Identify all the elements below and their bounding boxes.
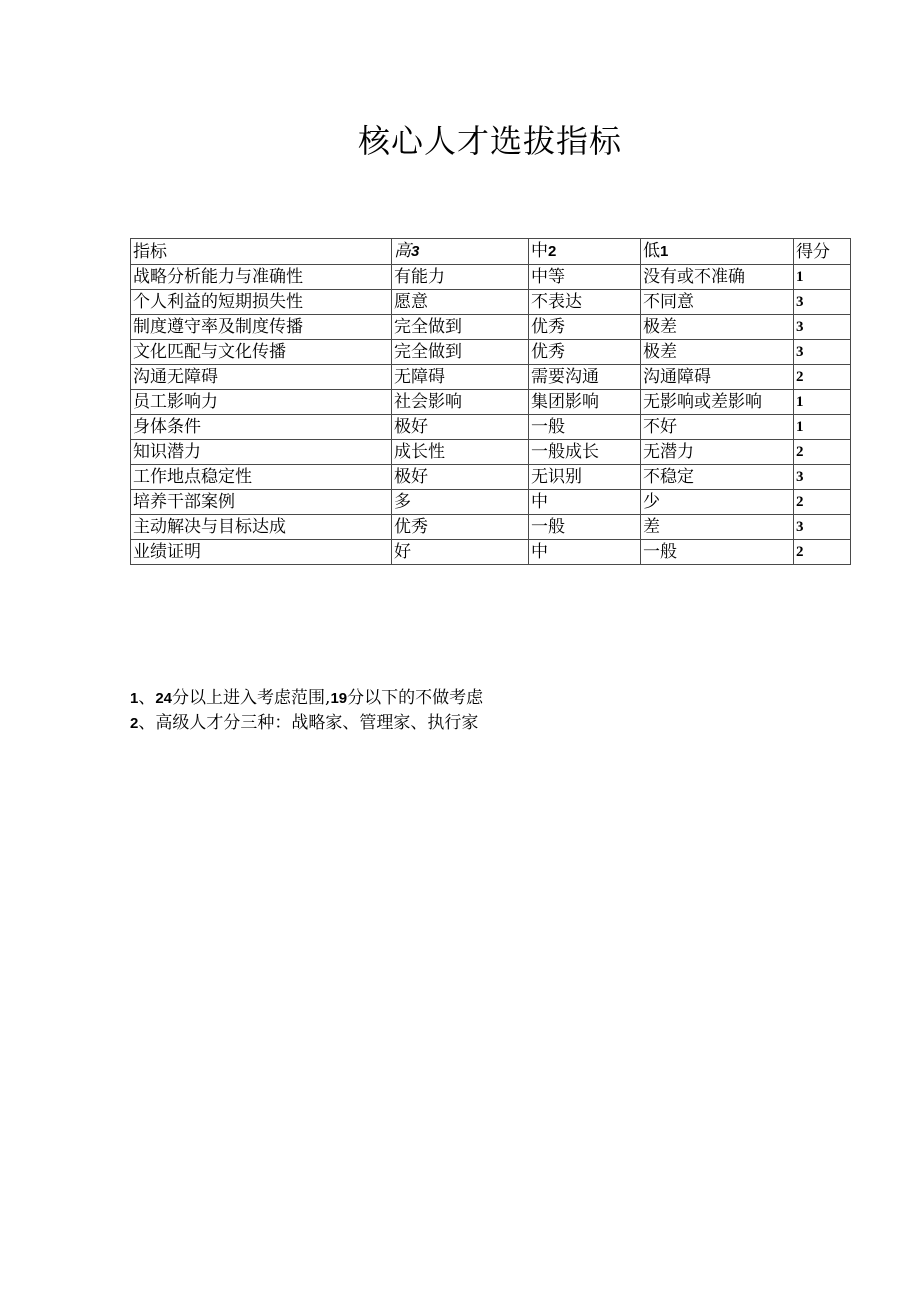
cell-indicator: 沟通无障碍 [131,365,392,390]
cell-score: 3 [794,340,851,365]
note-line [130,686,483,711]
table-row [131,290,851,315]
cell-high: 极好 [392,415,529,440]
cell-indicator: 身体条件 [131,415,392,440]
cell-low: 少 [641,490,794,515]
cell-low: 差 [641,515,794,540]
cell-low: 没有或不准确 [641,265,794,290]
cell-indicator: 制度遵守率及制度传播 [131,315,392,340]
cell-high: 愿意 [392,290,529,315]
cell-mid: 一般成长 [529,440,641,465]
cell-mid: 中 [529,540,641,565]
cell-indicator: 知识潜力 [131,440,392,465]
cell-high: 多 [392,490,529,515]
header-score: 得分 [794,239,851,265]
note-separator: 、 [138,713,156,733]
header-low [641,239,794,265]
table-row [131,265,851,290]
cell-high: 极好 [392,465,529,490]
cell-score: 2 [794,540,851,565]
cell-score: 2 [794,490,851,515]
cell-mid: 优秀 [529,315,641,340]
note-threshold-low: 19 [330,690,348,707]
note-line [130,711,483,736]
note-text: 分以下的不做考虑 [347,688,484,708]
cell-score: 3 [794,290,851,315]
cell-score: 2 [794,365,851,390]
cell-low: 无潜力 [641,440,794,465]
cell-mid: 不表达 [529,290,641,315]
header-high-num: 3 [411,243,420,260]
header-low-label: 低 [643,241,660,261]
cell-low: 极差 [641,315,794,340]
cell-score: 1 [794,415,851,440]
cell-mid: 一般 [529,515,641,540]
cell-mid: 需要沟通 [529,365,641,390]
header-high-label: 高 [394,241,411,261]
cell-score: 1 [794,265,851,290]
table-row [131,390,851,415]
table-row [131,365,851,390]
cell-indicator: 个人利益的短期损失性 [131,290,392,315]
cell-indicator: 工作地点稳定性 [131,465,392,490]
table-header-row [131,239,851,265]
table-row [131,415,851,440]
cell-indicator: 战略分析能力与准确性 [131,265,392,290]
note-text: 分以上进入考虑范围, [172,688,331,708]
cell-indicator: 培养干部案例 [131,490,392,515]
note-threshold-high: 24 [155,690,173,707]
cell-low: 无影响或差影响 [641,390,794,415]
table-row [131,515,851,540]
cell-low: 不稳定 [641,465,794,490]
cell-indicator: 主动解决与目标达成 [131,515,392,540]
cell-low: 不同意 [641,290,794,315]
note-text: 高级人才分三种：战略家、管理家、执行家 [155,713,479,733]
table-row [131,440,851,465]
selection-criteria-table [130,238,851,565]
cell-mid: 中 [529,490,641,515]
table-row [131,340,851,365]
header-high [392,239,529,265]
cell-score: 3 [794,515,851,540]
cell-score: 1 [794,390,851,415]
cell-high: 优秀 [392,515,529,540]
header-mid [529,239,641,265]
cell-indicator: 业绩证明 [131,540,392,565]
cell-high: 完全做到 [392,315,529,340]
cell-high: 完全做到 [392,340,529,365]
cell-score: 3 [794,315,851,340]
cell-low: 一般 [641,540,794,565]
header-mid-label: 中 [531,241,548,261]
notes-section [130,686,483,736]
note-number: 1 [130,690,139,707]
cell-high: 好 [392,540,529,565]
cell-mid: 中等 [529,265,641,290]
table-row [131,490,851,515]
table-row [131,315,851,340]
note-separator: 、 [138,688,156,708]
cell-high: 社会影响 [392,390,529,415]
page-title: 核心人才选拔指标 [357,122,622,160]
cell-mid: 集团影响 [529,390,641,415]
cell-indicator: 员工影响力 [131,390,392,415]
cell-indicator: 文化匹配与文化传播 [131,340,392,365]
cell-high: 有能力 [392,265,529,290]
header-low-num: 1 [660,243,669,260]
cell-high: 无障碍 [392,365,529,390]
cell-low: 沟通障碍 [641,365,794,390]
cell-mid: 一般 [529,415,641,440]
table-row [131,540,851,565]
table-row [131,465,851,490]
cell-mid: 无识别 [529,465,641,490]
cell-low: 不好 [641,415,794,440]
note-number: 2 [130,715,139,732]
header-mid-num: 2 [548,243,557,260]
cell-score: 3 [794,465,851,490]
cell-high: 成长性 [392,440,529,465]
cell-score: 2 [794,440,851,465]
header-indicator: 指标 [131,239,392,265]
cell-low: 极差 [641,340,794,365]
cell-mid: 优秀 [529,340,641,365]
